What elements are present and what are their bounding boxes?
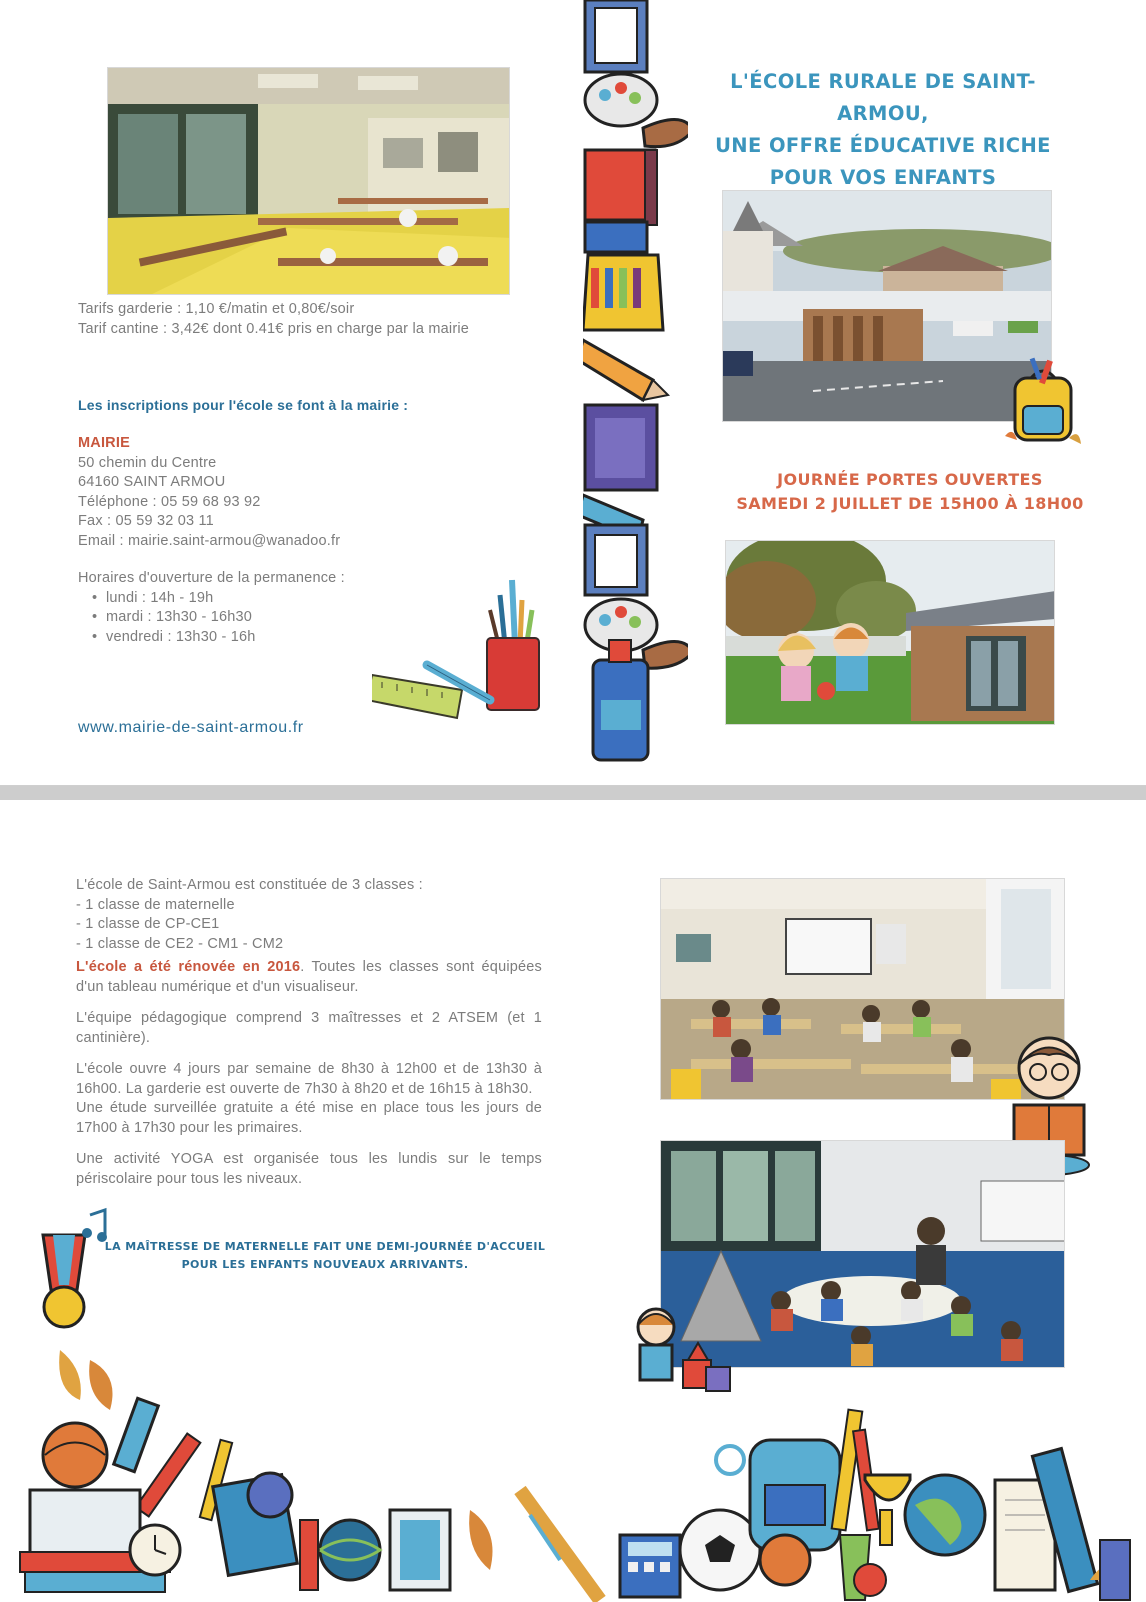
open-day-line1: JOURNÉE PORTES OUVERTES xyxy=(777,470,1043,489)
yoga-paragraph: Une activité YOGA est organisée tous les lundis sur le temps périscolaire pour tous les niveaux. xyxy=(76,1151,542,1187)
mairie-label: MAIRIE xyxy=(78,435,130,451)
title-line3: POUR VOS ENFANTS xyxy=(769,166,997,189)
canteen-photo xyxy=(107,67,510,295)
supplies-border-right xyxy=(610,1400,1146,1602)
supplies-border-left xyxy=(0,1330,620,1602)
class-maternelle: - 1 classe de maternelle xyxy=(76,896,235,913)
title-line2: UNE OFFRE ÉDUCATIVE RICHE xyxy=(715,134,1051,157)
fax: Fax : 05 59 32 03 11 xyxy=(78,513,214,529)
renovation-details: . Toutes les classes sont équipées d'un tableau numérique et d'un visualiseur. xyxy=(76,959,542,995)
tarif-cantine: Tarif cantine : 3,42€ dont 0.41€ pris en charge par la mairie xyxy=(78,320,470,337)
telephone: Téléphone : 05 59 68 93 92 xyxy=(78,493,261,510)
class-ce2-cm: - 1 classe de CE2 - CM1 - CM2 xyxy=(76,935,284,952)
email[interactable]: Email : mairie.saint-armou@wanadoo.fr xyxy=(78,532,341,549)
title-line1: L'ÉCOLE RURALE DE SAINT-ARMOU, xyxy=(730,70,1036,125)
etude-paragraph: Une étude surveillée gratuite a été mise en place tous les jours de 17h00 à 17h30 pour les primaires. xyxy=(76,1100,542,1136)
maternelle-line2: POUR LES ENFANTS NOUVEAUX ARRIVANTS. xyxy=(181,1258,469,1271)
backpack-illustration xyxy=(1003,356,1083,448)
brochure-outer-page xyxy=(0,0,1146,786)
kid-blocks-illustration xyxy=(628,1305,738,1400)
hours-monday: • lundi : 14h - 19h xyxy=(78,589,498,609)
renovation-highlight: L'école a été rénovée en 2016 xyxy=(76,959,301,975)
class-cp-ce1: - 1 classe de CP-CE1 xyxy=(76,916,220,932)
open-day-banner xyxy=(700,468,1120,516)
school-supplies-strip xyxy=(583,0,688,766)
maternelle-line1: LA MAÎTRESSE DE MATERNELLE FAIT UNE DEMI-JOURNÉE D'ACCUEIL xyxy=(104,1240,546,1253)
tarifs-block xyxy=(78,300,538,339)
school-hours-paragraph: L'école ouvre 4 jours par semaine de 8h30 à 12h00 et de 13h30 à 16h00. La garderie est ouverte de 7h30 à 8h20 et de 16h15 à 18h30. xyxy=(76,1061,542,1097)
classes-intro: L'école de Saint-Armou est constituée de 3 classes : xyxy=(76,877,423,893)
maternelle-welcome-note xyxy=(95,1238,555,1274)
tarifs-garderie: Tarifs garderie : 1,10 €/matin et 0,80€/soir xyxy=(78,301,355,317)
open-day-line2: SAMEDI 2 JUILLET DE 15H00 À 18H00 xyxy=(736,494,1084,513)
brochure-title xyxy=(688,66,1078,194)
mairie-contact xyxy=(78,434,538,551)
address-line1: 50 chemin du Centre xyxy=(78,454,217,471)
playground-photo xyxy=(725,540,1055,725)
school-description xyxy=(76,876,542,1189)
pencil-cup-illustration xyxy=(372,570,547,735)
hours-friday: • vendredi : 13h30 - 16h xyxy=(78,628,498,648)
hours-tuesday: • mardi : 13h30 - 16h30 xyxy=(78,608,498,628)
brochure-inner-page xyxy=(0,800,1146,1602)
website-link[interactable]: www.mairie-de-saint-armou.fr xyxy=(78,719,304,736)
address-line2: 64160 SAINT ARMOU xyxy=(78,474,226,490)
inscriptions-heading: Les inscriptions pour l'école se font à la mairie : xyxy=(78,397,409,413)
team-paragraph: L'équipe pédagogique comprend 3 maîtresses et 2 ATSEM (et 1 cantinière). xyxy=(76,1010,542,1046)
renovation-paragraph xyxy=(76,958,542,997)
scan-separator xyxy=(0,786,1146,800)
opening-hours-label: Horaires d'ouverture de la permanence : xyxy=(78,570,345,586)
